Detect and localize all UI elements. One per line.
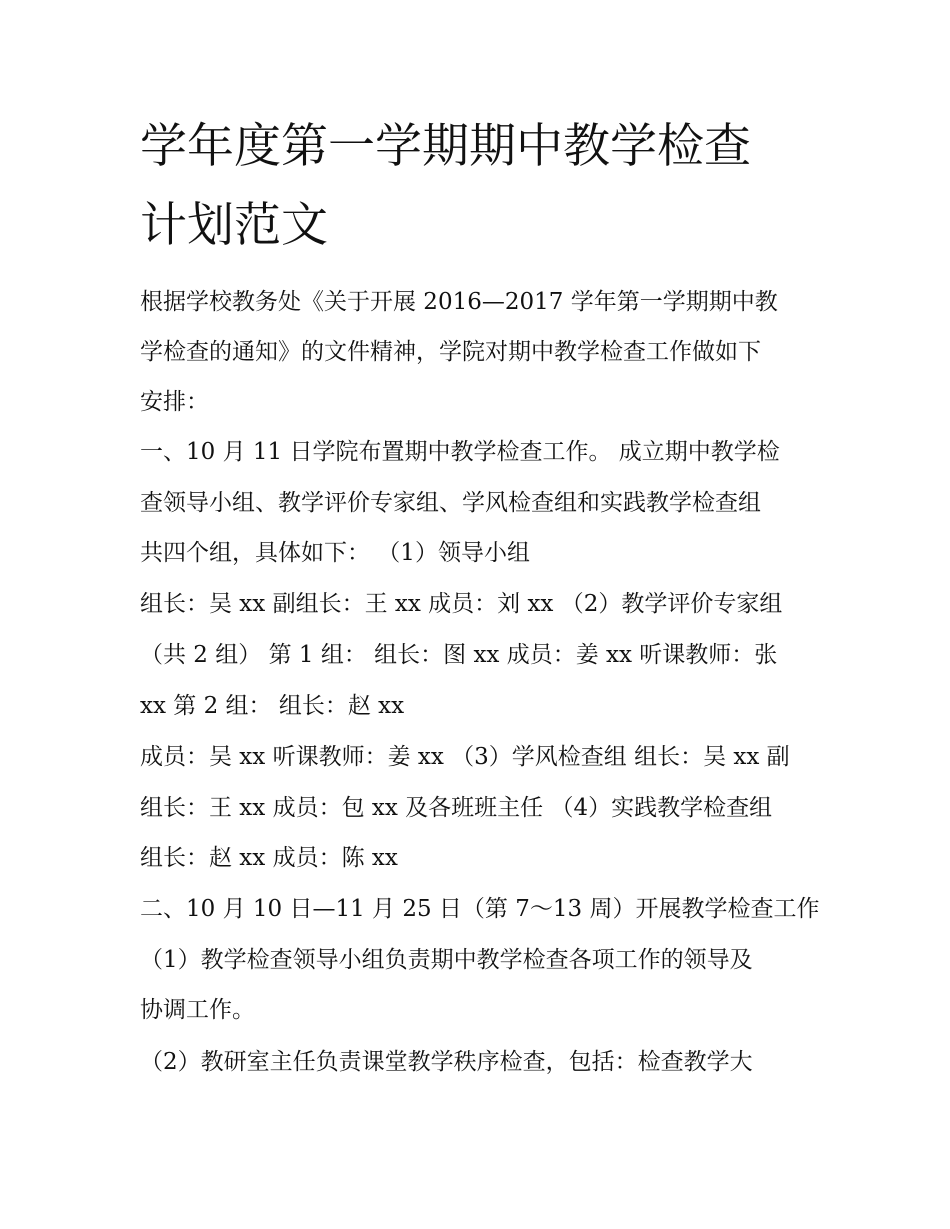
body-line-10: 成员：吴 xx 听课教师：姜 xx （3）学风检查组 组长：吴 xx 副 xyxy=(140,744,790,770)
body-line-4: 一、10 月 11 日学院布置期中教学检查工作。 成立期中教学检 xyxy=(140,439,780,465)
body-line-13: 二、10 月 10 日—11 月 25 日（第 7～13 周）开展教学检查工作 xyxy=(140,896,820,922)
body-line-3: 安排： xyxy=(140,389,209,415)
body-line-14: （1）教学检查领导小组负责期中教学检查各项工作的领导及 xyxy=(140,947,753,973)
body-line-5: 查领导小组、教学评价专家组、学风检查组和实践教学检查组 xyxy=(140,490,761,516)
body-line-6: 共四个组，具体如下： （1）领导小组 xyxy=(140,540,530,566)
document-title-line-1: 学年度第一学期期中教学检查 xyxy=(140,119,751,174)
body-line-9: xx 第 2 组： 组长：赵 xx xyxy=(140,693,405,719)
body-line-15: 协调工作。 xyxy=(140,997,255,1023)
body-line-8: （共 2 组） 第 1 组： 组长：图 xx 成员：姜 xx 听课教师：张 xyxy=(140,642,778,668)
body-line-11: 组长：王 xx 成员：包 xx 及各班班主任 （4）实践教学检查组 xyxy=(140,795,773,821)
body-line-7: 组长：吴 xx 副组长：王 xx 成员：刘 xx （2）教学评价专家组 xyxy=(140,591,783,617)
body-line-2: 学检查的通知》的文件精神，学院对期中教学检查工作做如下 xyxy=(140,339,761,365)
body-line-16: （2）教研室主任负责课堂教学秩序检查，包括：检查教学大 xyxy=(140,1049,753,1075)
body-line-1: 根据学校教务处《关于开展 2016—2017 学年第一学期期中教 xyxy=(140,289,778,315)
body-line-12: 组长：赵 xx 成员：陈 xx xyxy=(140,845,398,871)
document-title-line-2: 计划范文 xyxy=(140,198,328,253)
